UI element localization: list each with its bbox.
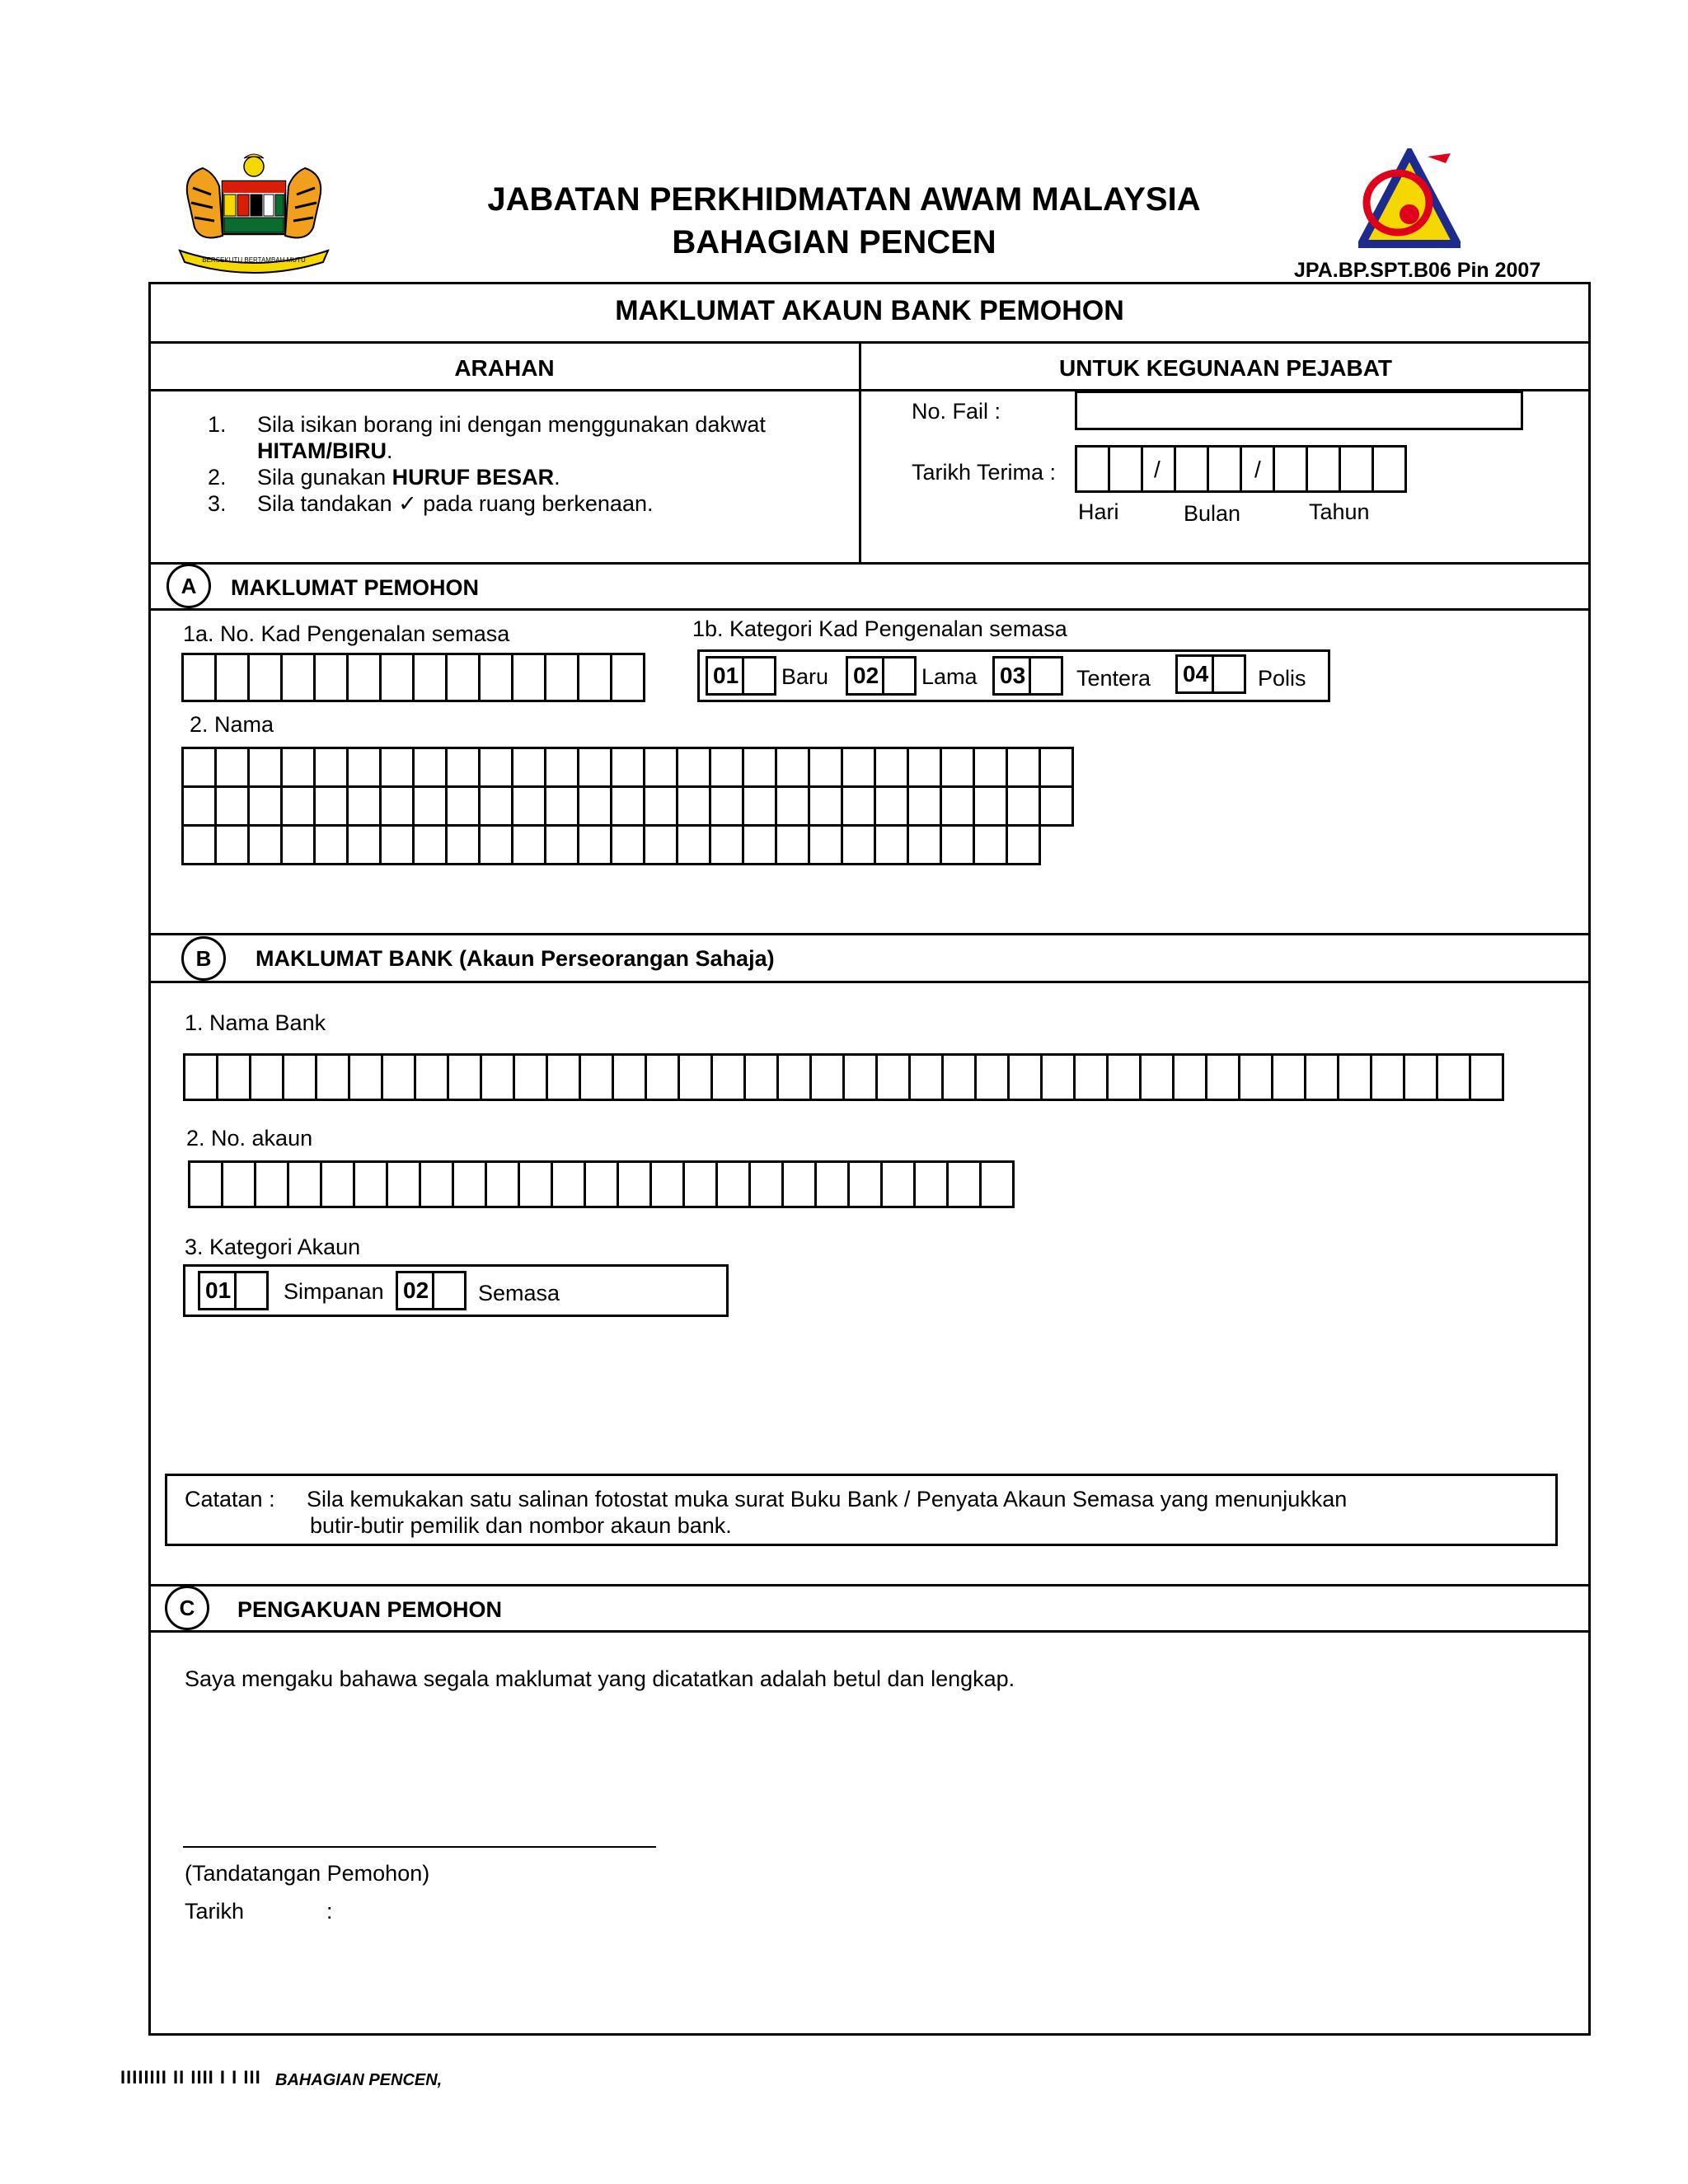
- no-akaun-label: 2. No. akaun: [186, 1126, 313, 1151]
- tahun-label: Tahun: [1309, 499, 1370, 524]
- char-box[interactable]: [678, 824, 711, 865]
- char-box[interactable]: [850, 1160, 883, 1208]
- char-box[interactable]: [911, 1053, 944, 1101]
- department-title: JABATAN PERKHIDMATAN AWAM MALAYSIA: [487, 181, 1201, 218]
- char-box[interactable]: [415, 785, 448, 827]
- nama-bank-label: 1. Nama Bank: [185, 1010, 326, 1035]
- ic-number-boxes[interactable]: [181, 653, 645, 702]
- char-box[interactable]: [1471, 1053, 1504, 1101]
- char-box[interactable]: [316, 653, 349, 702]
- char-box[interactable]: [718, 1160, 751, 1208]
- char-box[interactable]: [645, 747, 678, 788]
- char-box[interactable]: [251, 1053, 284, 1101]
- divider: [148, 562, 1591, 565]
- char-box[interactable]: [217, 653, 250, 702]
- char-box[interactable]: [355, 1160, 388, 1208]
- catatan-label: Catatan :: [185, 1487, 275, 1511]
- char-box[interactable]: [944, 1053, 977, 1101]
- char-box[interactable]: [415, 653, 448, 702]
- char-box[interactable]: [1372, 1053, 1405, 1101]
- nama-row-3[interactable]: [181, 824, 1041, 865]
- char-box[interactable]: [744, 785, 777, 827]
- char-box[interactable]: [982, 1160, 1015, 1208]
- char-box[interactable]: [614, 1053, 647, 1101]
- char-box[interactable]: [744, 747, 777, 788]
- char-box[interactable]: [388, 1160, 421, 1208]
- checkbox[interactable]: [884, 658, 914, 693]
- char-box[interactable]: [184, 824, 217, 865]
- char-box[interactable]: [322, 1160, 355, 1208]
- char-box[interactable]: [645, 785, 678, 827]
- divider: [148, 1630, 1591, 1633]
- kategori-code: 02: [848, 658, 884, 693]
- date-slash-1: /: [1154, 457, 1160, 482]
- char-box[interactable]: [349, 653, 382, 702]
- char-box[interactable]: [711, 785, 744, 827]
- char-box[interactable]: [579, 785, 612, 827]
- char-box[interactable]: [876, 747, 909, 788]
- char-box[interactable]: [217, 824, 250, 865]
- form-frame: [148, 282, 1591, 2036]
- tarikh-label: Tarikh: [185, 1899, 245, 1924]
- char-box[interactable]: [316, 824, 349, 865]
- char-box[interactable]: [1405, 1053, 1438, 1101]
- char-box[interactable]: [184, 653, 217, 702]
- char-box[interactable]: [481, 824, 513, 865]
- char-box[interactable]: [744, 824, 777, 865]
- section-b-title: MAKLUMAT BANK (Akaun Perseorangan Sahaja): [256, 946, 775, 971]
- crest-motto: BERSEKUTU BERTAMBAH MUTU: [202, 256, 306, 264]
- char-box[interactable]: [751, 1160, 784, 1208]
- kategori-ic-option-baru[interactable]: [706, 656, 776, 696]
- char-box[interactable]: [283, 653, 316, 702]
- char-box[interactable]: [678, 785, 711, 827]
- char-box[interactable]: [711, 747, 744, 788]
- char-box[interactable]: [612, 824, 645, 865]
- checkbox[interactable]: [434, 1273, 464, 1308]
- char-box[interactable]: [619, 1160, 652, 1208]
- no-akaun-boxes[interactable]: [188, 1160, 1015, 1208]
- char-box[interactable]: [949, 1160, 982, 1208]
- kategori-ic-option-polis[interactable]: [1175, 654, 1246, 694]
- char-box[interactable]: [817, 1160, 850, 1208]
- char-box[interactable]: [546, 824, 579, 865]
- form-code: JPA.BP.SPT.B06 Pin 2007: [1294, 259, 1541, 282]
- char-box[interactable]: [448, 747, 481, 788]
- char-box[interactable]: [317, 1053, 350, 1101]
- char-box[interactable]: [250, 785, 283, 827]
- kategori-code: 02: [398, 1273, 434, 1308]
- char-box[interactable]: [1175, 1053, 1207, 1101]
- char-box[interactable]: [680, 1053, 713, 1101]
- char-box[interactable]: [612, 785, 645, 827]
- arahan-bold-1: HITAM/BIRU: [257, 438, 387, 463]
- kategori-code: 01: [708, 658, 744, 693]
- char-box[interactable]: [382, 785, 415, 827]
- char-box[interactable]: [845, 1053, 878, 1101]
- char-box[interactable]: [975, 824, 1008, 865]
- char-box[interactable]: [581, 1053, 614, 1101]
- char-box[interactable]: [843, 824, 876, 865]
- char-box[interactable]: [713, 1053, 746, 1101]
- char-box[interactable]: [1008, 824, 1041, 865]
- kategori-ic-option-lama[interactable]: [846, 656, 917, 696]
- char-box[interactable]: [909, 747, 942, 788]
- char-box[interactable]: [316, 747, 349, 788]
- char-box[interactable]: [876, 824, 909, 865]
- char-box[interactable]: [1109, 1053, 1142, 1101]
- char-box[interactable]: [546, 747, 579, 788]
- char-box[interactable]: [481, 747, 513, 788]
- arahan-pre-2: Sila gunakan: [257, 465, 392, 490]
- arahan-text-1: Sila isikan borang ini dengan menggunakan dakwat: [257, 412, 766, 437]
- no-fail-field[interactable]: [1075, 391, 1523, 430]
- char-box[interactable]: [777, 785, 810, 827]
- kategori-akaun-option-simpanan[interactable]: [198, 1271, 269, 1310]
- date-box[interactable]: [1308, 445, 1341, 493]
- char-box[interactable]: [909, 785, 942, 827]
- section-c-badge: C: [165, 1586, 209, 1630]
- checkbox[interactable]: [744, 658, 774, 693]
- char-box[interactable]: [548, 1053, 581, 1101]
- char-box[interactable]: [652, 1160, 685, 1208]
- date-slash-2: /: [1254, 457, 1261, 482]
- arahan-bold-2: HURUF BESAR: [392, 465, 555, 490]
- char-box[interactable]: [349, 824, 382, 865]
- kategori-code: 03: [995, 658, 1031, 693]
- char-box[interactable]: [316, 785, 349, 827]
- char-box[interactable]: [421, 1160, 454, 1208]
- char-box[interactable]: [612, 653, 645, 702]
- kategori-code: 04: [1178, 657, 1214, 691]
- arahan-tail-1: .: [386, 438, 393, 463]
- kategori-code: 01: [200, 1273, 237, 1308]
- char-box[interactable]: [777, 747, 810, 788]
- kategori-akaun-label-semasa: Semasa: [478, 1281, 560, 1305]
- char-box[interactable]: [481, 785, 513, 827]
- char-box[interactable]: [579, 747, 612, 788]
- char-box[interactable]: [579, 824, 612, 865]
- char-box[interactable]: [1142, 1053, 1175, 1101]
- arahan-heading: ARAHAN: [454, 355, 555, 381]
- form-title: MAKLUMAT AKAUN BANK PEMOHON: [615, 295, 1124, 326]
- char-box[interactable]: [779, 1053, 812, 1101]
- char-box[interactable]: [586, 1160, 619, 1208]
- char-box[interactable]: [218, 1053, 251, 1101]
- char-box[interactable]: [448, 653, 481, 702]
- date-box[interactable]: [1374, 445, 1407, 493]
- char-box[interactable]: [283, 824, 316, 865]
- char-box[interactable]: [284, 1053, 317, 1101]
- arahan-post-2: .: [554, 465, 560, 490]
- divider: [859, 341, 861, 564]
- char-box[interactable]: [487, 1160, 520, 1208]
- char-box[interactable]: [843, 747, 876, 788]
- char-box[interactable]: [685, 1160, 718, 1208]
- arahan-text-2: [257, 466, 560, 489]
- char-box[interactable]: [1207, 1053, 1240, 1101]
- divider: [148, 341, 1591, 344]
- divider: [148, 981, 1591, 983]
- date-box[interactable]: [1209, 445, 1242, 493]
- char-box[interactable]: [349, 747, 382, 788]
- checkbox[interactable]: [237, 1273, 266, 1308]
- char-box[interactable]: [711, 824, 744, 865]
- char-box[interactable]: [185, 1053, 218, 1101]
- section-a-title: MAKLUMAT PEMOHON: [231, 575, 479, 600]
- jpa-logo-icon: [1358, 148, 1461, 249]
- arahan-text-3: Sila tandakan ✓ pada ruang berkenaan.: [257, 491, 654, 516]
- divider: [148, 608, 1591, 611]
- section-c-title: PENGAKUAN PEMOHON: [237, 1597, 503, 1622]
- char-box[interactable]: [382, 653, 415, 702]
- section-a-badge: A: [166, 564, 211, 608]
- char-box[interactable]: [1306, 1053, 1339, 1101]
- char-box[interactable]: [513, 747, 546, 788]
- kategori-akaun-label-simpanan: Simpanan: [284, 1279, 384, 1304]
- char-box[interactable]: [520, 1160, 553, 1208]
- hari-label: Hari: [1078, 499, 1119, 524]
- char-box[interactable]: [513, 824, 546, 865]
- arahan-num-3: 3.: [208, 491, 227, 516]
- char-box[interactable]: [777, 824, 810, 865]
- char-box[interactable]: [1240, 1053, 1273, 1101]
- char-box[interactable]: [1273, 1053, 1306, 1101]
- char-box[interactable]: [382, 747, 415, 788]
- nama-row-1[interactable]: [181, 747, 1074, 788]
- char-box[interactable]: [448, 824, 481, 865]
- char-box[interactable]: [1076, 1053, 1109, 1101]
- char-box[interactable]: [415, 747, 448, 788]
- signature-label: (Tandatangan Pemohon): [185, 1861, 430, 1886]
- nama-bank-boxes[interactable]: [183, 1053, 1504, 1101]
- char-box[interactable]: [190, 1160, 223, 1208]
- char-box[interactable]: [579, 653, 612, 702]
- ic-label: 1a. No. Kad Pengenalan semasa: [183, 621, 510, 646]
- checkbox[interactable]: [1214, 657, 1244, 691]
- char-box[interactable]: [454, 1160, 487, 1208]
- char-box[interactable]: [1008, 747, 1041, 788]
- char-box[interactable]: [513, 785, 546, 827]
- char-box[interactable]: [449, 1053, 482, 1101]
- nama-row-2[interactable]: [181, 785, 1074, 827]
- char-box[interactable]: [810, 824, 843, 865]
- pejabat-heading: UNTUK KEGUNAAN PEJABAT: [1059, 355, 1392, 381]
- char-box[interactable]: [876, 785, 909, 827]
- char-box[interactable]: [810, 747, 843, 788]
- char-box[interactable]: [482, 1053, 515, 1101]
- pengakuan-statement: Saya mengaku bahawa segala maklumat yang dicatatkan adalah betul dan lengkap.: [185, 1666, 1015, 1691]
- char-box[interactable]: [1438, 1053, 1471, 1101]
- signature-line[interactable]: [183, 1846, 656, 1848]
- section-b-badge: B: [181, 936, 226, 981]
- kategori-ic-label: 1b. Kategori Kad Pengenalan semasa: [692, 616, 1067, 641]
- char-box[interactable]: [975, 785, 1008, 827]
- date-box[interactable]: [1275, 445, 1308, 493]
- char-box[interactable]: [448, 785, 481, 827]
- char-box[interactable]: [217, 747, 250, 788]
- arahan-num-1: 1.: [208, 412, 227, 437]
- char-box[interactable]: [916, 1160, 949, 1208]
- char-box[interactable]: [383, 1053, 416, 1101]
- char-box[interactable]: [283, 747, 316, 788]
- char-box[interactable]: [1043, 1053, 1076, 1101]
- char-box[interactable]: [250, 824, 283, 865]
- date-box[interactable]: [1077, 445, 1110, 493]
- char-box[interactable]: [645, 824, 678, 865]
- char-box[interactable]: [546, 785, 579, 827]
- char-box[interactable]: [942, 824, 975, 865]
- tarikh-terima-boxes[interactable]: [1075, 445, 1407, 493]
- bulan-label: Bulan: [1184, 501, 1241, 526]
- char-box[interactable]: [909, 824, 942, 865]
- char-box[interactable]: [256, 1160, 289, 1208]
- char-box[interactable]: [217, 785, 250, 827]
- kategori-ic-label-polis: Polis: [1258, 666, 1306, 691]
- footer-dept: BAHAGIAN PENCEN,: [275, 2071, 443, 2089]
- char-box[interactable]: [1008, 785, 1041, 827]
- char-box[interactable]: [612, 747, 645, 788]
- char-box[interactable]: [843, 785, 876, 827]
- catatan-line-1: Sila kemukakan satu salinan fotostat muka surat Buku Bank / Penyata Akaun Semasa yang menunjukkan: [307, 1487, 1348, 1511]
- char-box[interactable]: [1010, 1053, 1043, 1101]
- kategori-ic-label-baru: Baru: [781, 664, 829, 689]
- arahan-text-1-cont: [257, 440, 393, 462]
- char-box[interactable]: [1041, 747, 1074, 788]
- char-box[interactable]: [942, 785, 975, 827]
- char-box[interactable]: [350, 1053, 383, 1101]
- no-fail-label: No. Fail :: [912, 399, 1001, 424]
- tarikh-terima-label: Tarikh Terima :: [912, 460, 1057, 485]
- char-box[interactable]: [1041, 785, 1074, 827]
- char-box[interactable]: [415, 824, 448, 865]
- char-box[interactable]: [878, 1053, 911, 1101]
- footer-barcode: IIIIIIII II IIII I I III: [120, 2067, 261, 2088]
- divider: [148, 1584, 1591, 1586]
- catatan-line-2: butir-butir pemilik dan nombor akaun bank.: [310, 1513, 732, 1538]
- char-box[interactable]: [810, 785, 843, 827]
- char-box[interactable]: [250, 653, 283, 702]
- char-box[interactable]: [812, 1053, 845, 1101]
- char-box[interactable]: [289, 1160, 322, 1208]
- division-title: BAHAGIAN PENCEN: [672, 224, 996, 260]
- date-box[interactable]: [1176, 445, 1209, 493]
- char-box[interactable]: [883, 1160, 916, 1208]
- char-box[interactable]: [283, 785, 316, 827]
- kategori-ic-label-lama: Lama: [921, 664, 978, 689]
- kategori-ic-option-tentera[interactable]: [992, 656, 1063, 696]
- date-box[interactable]: [1341, 445, 1374, 493]
- char-box[interactable]: [223, 1160, 256, 1208]
- char-box[interactable]: [416, 1053, 449, 1101]
- char-box[interactable]: [553, 1160, 586, 1208]
- nama-label: 2. Nama: [190, 712, 274, 737]
- char-box[interactable]: [678, 747, 711, 788]
- kategori-akaun-label: 3. Kategori Akaun: [185, 1235, 361, 1259]
- char-box[interactable]: [184, 747, 217, 788]
- char-box[interactable]: [784, 1160, 817, 1208]
- tarikh-colon: :: [326, 1899, 333, 1924]
- divider: [148, 933, 1591, 935]
- char-box[interactable]: [250, 747, 283, 788]
- char-box[interactable]: [942, 747, 975, 788]
- char-box[interactable]: [349, 785, 382, 827]
- char-box[interactable]: [975, 747, 1008, 788]
- arahan-num-2: 2.: [208, 465, 227, 490]
- char-box[interactable]: [184, 785, 217, 827]
- char-box[interactable]: [513, 653, 546, 702]
- date-box[interactable]: [1110, 445, 1143, 493]
- char-box[interactable]: [515, 1053, 548, 1101]
- char-box[interactable]: [382, 824, 415, 865]
- char-box[interactable]: [481, 653, 513, 702]
- char-box[interactable]: [746, 1053, 779, 1101]
- char-box[interactable]: [546, 653, 579, 702]
- char-box[interactable]: [1339, 1053, 1372, 1101]
- kategori-ic-label-tentera: Tentera: [1076, 666, 1151, 691]
- checkbox[interactable]: [1031, 658, 1061, 693]
- kategori-akaun-option-semasa[interactable]: [396, 1271, 467, 1310]
- char-box[interactable]: [977, 1053, 1010, 1101]
- char-box[interactable]: [647, 1053, 680, 1101]
